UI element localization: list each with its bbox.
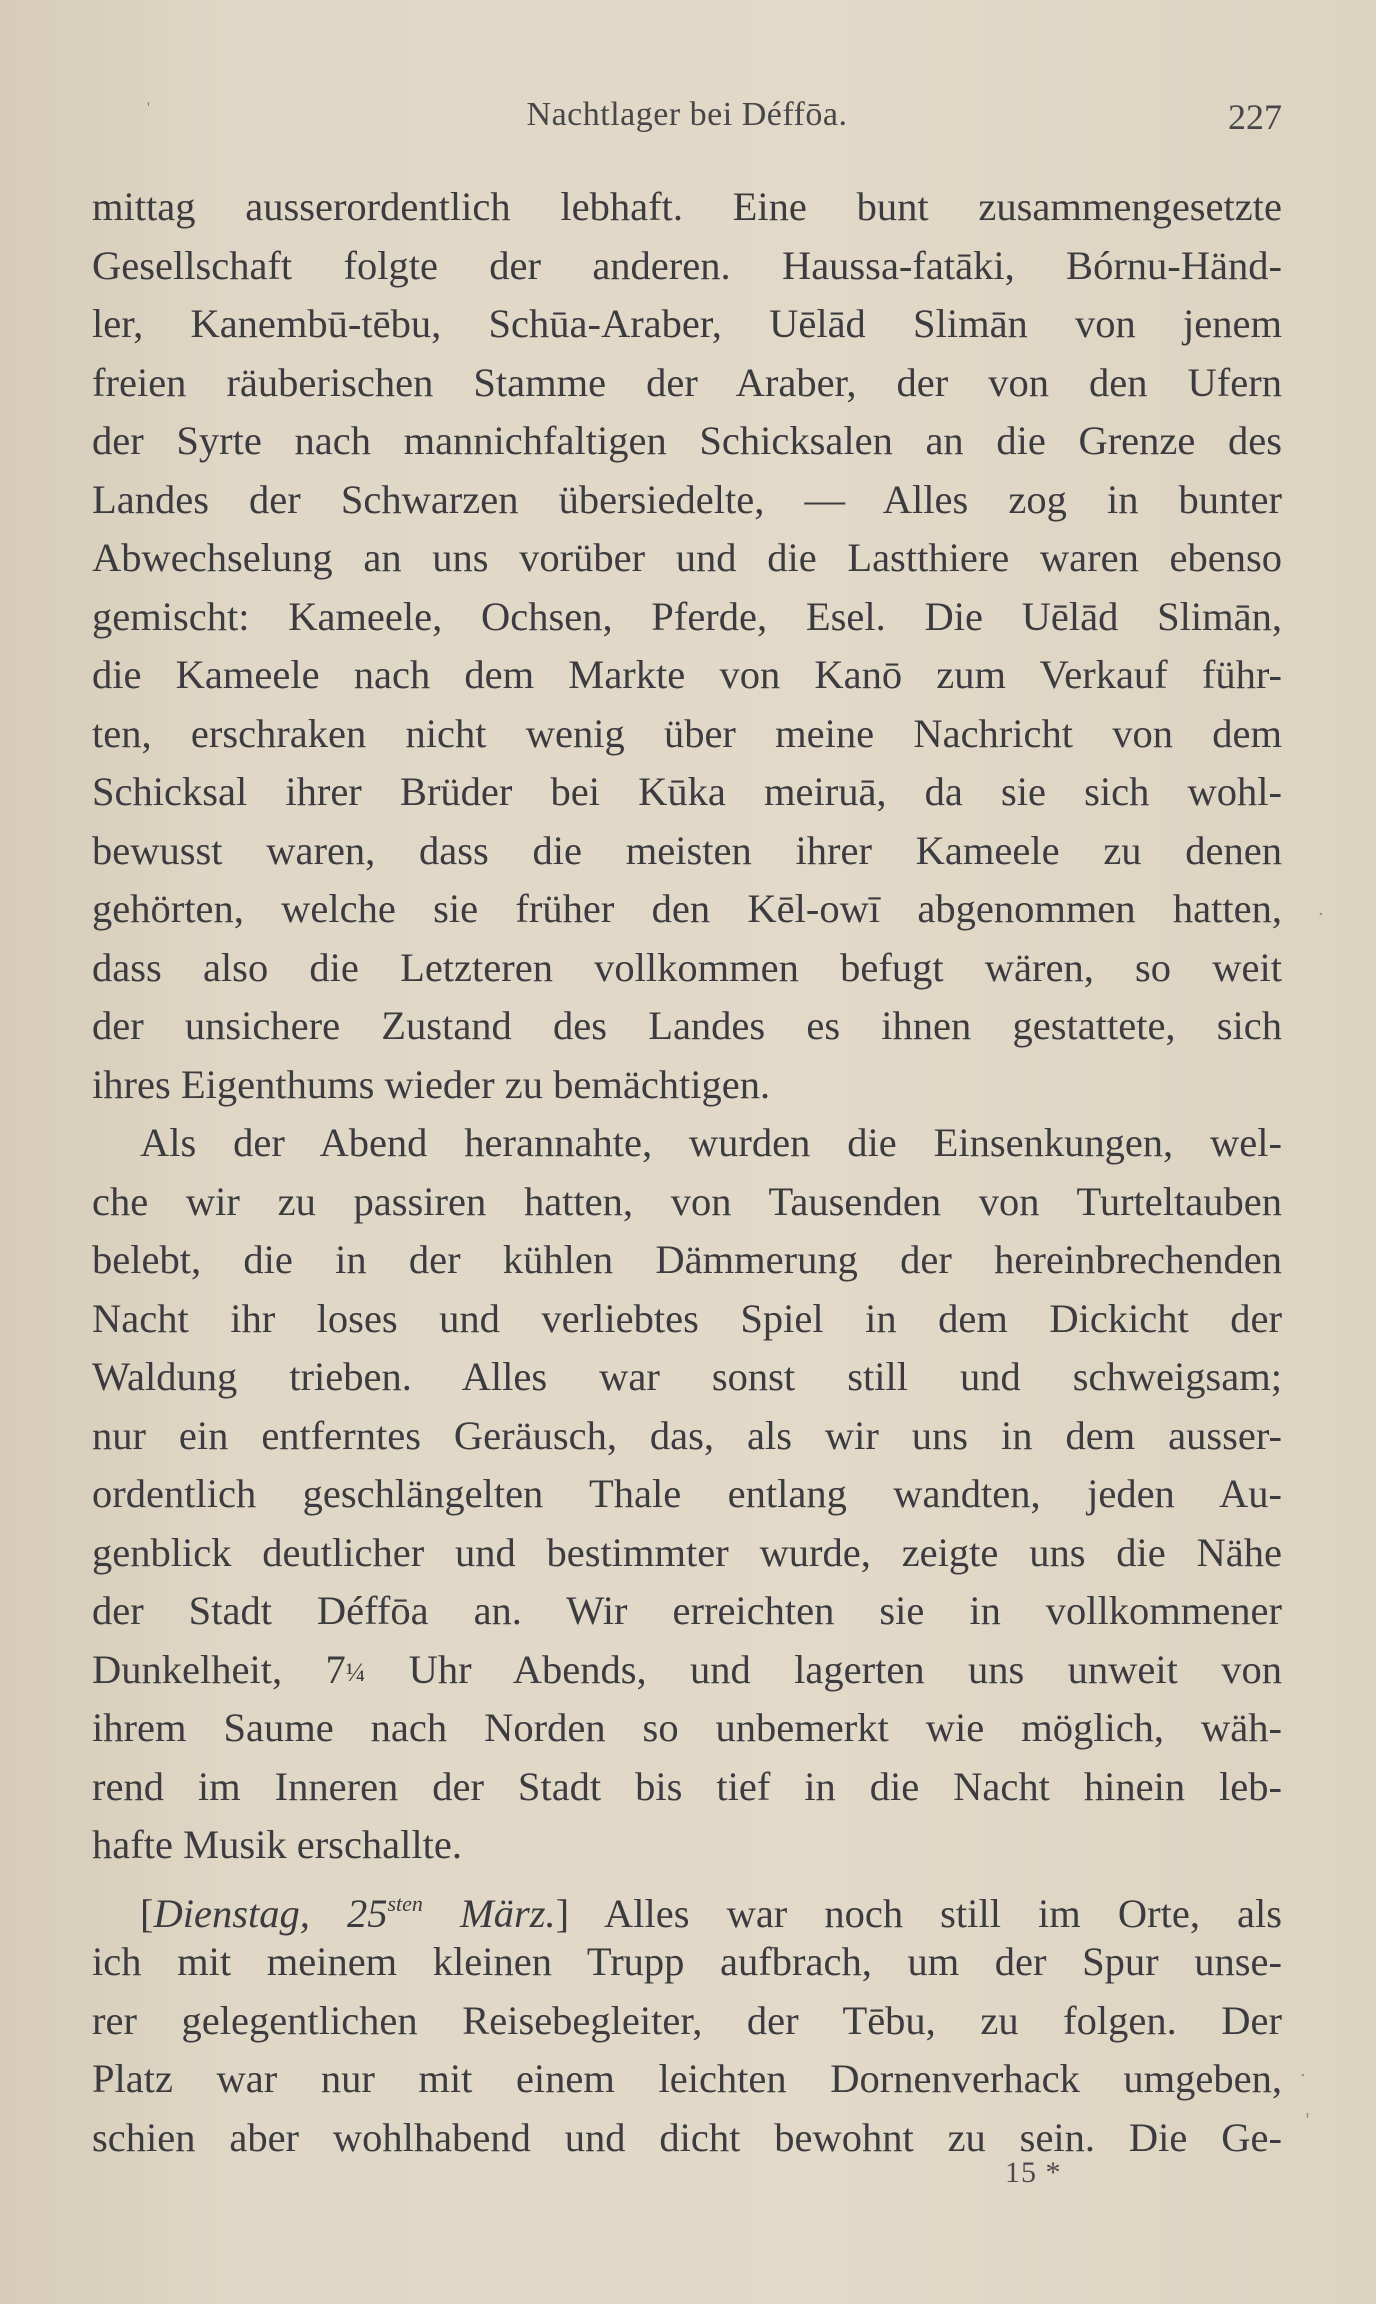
text-line: che wir zu passiren hatten, von Tausenden von Turteltauben — [92, 1178, 1282, 1224]
running-title: Nachtlager bei Déffōa. — [526, 96, 848, 133]
running-head — [92, 96, 1282, 146]
text-line: der Syrte nach mannichfaltigen Schicksalen an die Grenze des — [92, 418, 1282, 463]
line-end: Uhr Abends, und lagerten uns unweit von — [365, 1646, 1282, 1692]
text-line: Schicksal ihrer Brüder bei Kūka meiruā, da sie sich wohl- — [92, 769, 1282, 814]
text-line: dass also die Letzteren vollkommen befugt wären, so weit — [92, 944, 1282, 990]
text-line: schien aber wohlhabend und dicht bewohnt zu sein. Die Ge- — [92, 2114, 1282, 2160]
text-line: gehörten, welche sie früher den Kēl-owī abgenommen hatten, — [92, 886, 1282, 931]
paragraph-3 — [92, 1875, 1282, 2168]
signature-mark: 15 * — [1005, 2156, 1062, 2189]
text-line: ich mit meinem kleinen Trupp aufbrach, um der Spur unse- — [92, 1939, 1282, 1984]
date-bracket-open: [ — [140, 1890, 154, 1936]
edge-speck: · — [1318, 904, 1324, 925]
text-line: der Stadt Déffōa an. Wir erreichten sie in vollkommener — [92, 1588, 1282, 1633]
line-rest: Alles war noch still im Orte, als — [569, 1890, 1283, 1936]
page-number: 227 — [1228, 97, 1282, 137]
text-line: gemischt: Kameele, Ochsen, Pferde, Esel. Die Uēlād Slimān, — [92, 593, 1282, 639]
date-month: März. — [460, 1890, 556, 1936]
edge-speck: . — [1300, 2060, 1306, 2081]
text-line: ordentlich geschlängelten Thale entlang wandten, jeden Au- — [92, 1471, 1282, 1516]
text-line: ten, erschraken nicht wenig über meine Nachricht von dem — [92, 710, 1282, 756]
text-line: freien räuberischen Stamme der Araber, der von den Ufern — [92, 359, 1282, 405]
text-line: rend im Inneren der Stadt bis tief in die Nacht hinein leb- — [92, 1763, 1282, 1809]
text-line: der unsichere Zustand des Landes es ihnen gestattete, sich — [92, 1003, 1282, 1048]
text-line: mittag ausserordentlich lebhaft. Eine bunt zusammengesetzte — [92, 184, 1282, 229]
text-line: ihrem Saume nach Norden so unbemerkt wie möglich, wäh- — [92, 1705, 1282, 1750]
text-line: Gesellschaft folgte der anderen. Haussa-fatāki, Bórnu-Händ- — [92, 242, 1282, 288]
paragraph-2 — [92, 1114, 1282, 1875]
date-number: 25 — [346, 1890, 388, 1936]
text-line: Waldung trieben. Alles war sonst still und schweigsam; — [92, 1354, 1282, 1399]
text-line-with-fraction — [92, 1641, 1282, 1700]
text-line: Abwechselung an uns vorüber und die Lastthiere waren ebenso — [92, 535, 1282, 580]
text-line: Landes der Schwarzen übersiedelte, — Alles zog in bunter — [92, 476, 1282, 522]
paragraph-1 — [92, 178, 1282, 1114]
fraction-quarter: ¼ — [345, 1657, 366, 1687]
dated-line — [92, 1875, 1282, 1934]
text-line: nur ein entferntes Geräusch, das, als wir uns in dem ausser- — [92, 1412, 1282, 1458]
text-line: die Kameele nach dem Markte von Kanō zum Verkauf führ- — [92, 652, 1282, 697]
date-weekday: Dienstag, — [153, 1890, 310, 1936]
line-start: Dunkelheit, 7 — [92, 1646, 346, 1692]
text-line: bewusst waren, dass die meisten ihrer Kameele zu denen — [92, 827, 1282, 873]
text-line: belebt, die in der kühlen Dämmerung der hereinbrechenden — [92, 1237, 1282, 1282]
date-ordinal: sten — [387, 1890, 423, 1916]
text-line: Platz war nur mit einem leichten Dornenverhack umgeben, — [92, 2056, 1282, 2101]
text-line: ler, Kanembū-tēbu, Schūa-Araber, Uēlād Slimān von jenem — [92, 301, 1282, 346]
date-bracket-close: ] — [555, 1890, 570, 1936]
text-line: Nacht ihr loses und verliebtes Spiel in dem Dickicht der — [92, 1295, 1282, 1341]
body-text — [92, 178, 1282, 2167]
printer-mark: ' — [147, 100, 150, 117]
text-line: hafte Musik erschallte. — [92, 1822, 462, 1867]
text-line: Als der Abend herannahte, wurden die Einsenkungen, wel- — [140, 1120, 1282, 1165]
text-line: ihres Eigenthums wieder zu bemächtigen. — [92, 1061, 771, 1107]
edge-speck: ' — [1305, 2110, 1310, 2131]
text-line: genblick deutlicher und bestimmter wurde, zeigte uns die Nähe — [92, 1529, 1282, 1575]
text-line: rer gelegentlichen Reisebegleiter, der Tēbu, zu folgen. Der — [92, 1997, 1282, 2043]
